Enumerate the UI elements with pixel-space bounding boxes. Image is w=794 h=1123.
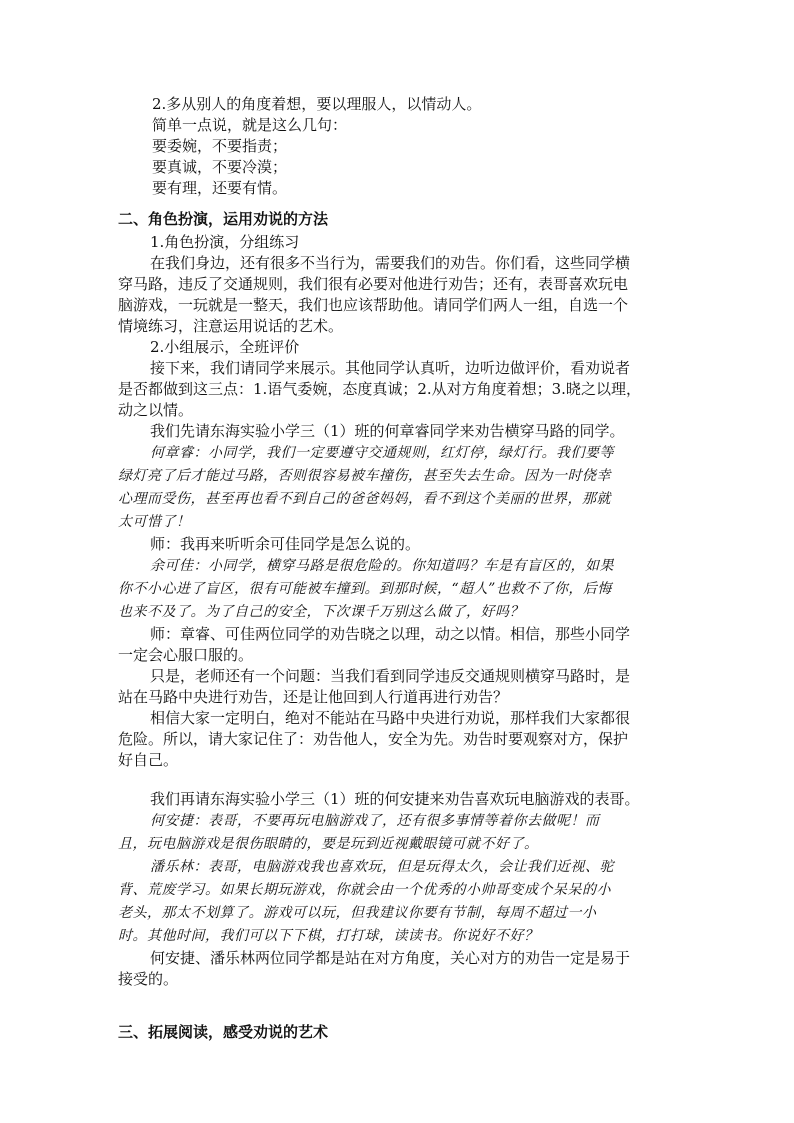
text-line: 一定会心服口服的。 [118, 646, 254, 664]
text-line: 相信大家一定明白，绝对不能站在马路中央进行劝说，那样我们大家都很 [150, 709, 631, 727]
text-line: 动之以情。 [118, 401, 194, 419]
text-line: 危险。所以，请大家记住了：劝告他人，安全为先。劝告时要观察对方，保护 [118, 730, 629, 748]
text-line: 是否都做到这三点：1.语气委婉，态度真诚；2.从对方角度着想；3.晓之以理， [118, 380, 641, 398]
text-line: 要委婉，不要指责； [152, 137, 288, 155]
text-line: 穿马路，违反了交通规则，我们很有必要对他进行劝告；还有，表哥喜欢玩电 [118, 275, 629, 293]
text-line: 接下来，我们请同学来展示。其他同学认真听，边听边做评价，看劝说者 [150, 359, 631, 377]
dialogue-block [118, 856, 678, 948]
text-line: 脑游戏，一玩就是一整天，我们也应该帮助他。请同学们两人一组，自选一个 [118, 296, 629, 314]
paragraph [118, 624, 678, 666]
step-title: 1.角色扮演，分组练习 [150, 233, 300, 251]
text-line: 何安捷、潘乐林两位同学都是站在对方角度，关心对方的劝告一定是易于 [150, 949, 631, 967]
dialogue-line: 绿灯亮了后才能过马路，否则很容易被车撞伤，甚至失去生命。因为一时侥幸 [118, 468, 611, 484]
dialogue-line: 且，玩电脑游戏是很伤眼睛的，要是玩到近视戴眼镜可就不好了。 [118, 836, 539, 852]
section-heading: 三、拓展阅读，感受劝说的艺术 [118, 1023, 329, 1041]
dialogue-line: 背、荒废学习。如果长期玩游戏，你就会由一个优秀的小帅哥变成个呆呆的小 [118, 882, 611, 898]
text-line: 我们再请东海实验小学三（1）班的何安捷来劝告喜欢玩电脑游戏的表哥。 [150, 790, 640, 808]
text-line: 好自己。 [118, 751, 179, 769]
document-page [118, 94, 678, 1045]
dialogue-block [118, 810, 678, 856]
step-title: 2.小组展示，全班评价 [150, 338, 300, 356]
paragraph [118, 666, 678, 708]
dialogue-line: 心理而受伤，甚至再也看不到自己的爸爸妈妈，看不到这个美丽的世界，那就 [118, 491, 611, 507]
dialogue-line: 老头，那太不划算了。游戏可以玩，但我建议你要有节制，每周不超过一小 [118, 905, 597, 921]
text-line: 站在马路中央进行劝告，还是让他回到人行道再进行劝告？ [118, 688, 509, 706]
dialogue-line: 你不小心进了盲区，很有可能被车撞到。到那时候，“超人”也救不了你，后悔 [118, 581, 612, 597]
blank-line [118, 990, 678, 1012]
paragraph [118, 948, 678, 990]
text-line: 师：章睿、可佳两位同学的劝告晓之以理，动之以情。相信，那些小同学 [150, 625, 631, 643]
text-line: 在我们身边，还有很多不当行为，需要我们的劝告。你们看，这些同学横 [150, 254, 631, 272]
section-heading: 二、角色扮演，运用劝说的方法 [118, 210, 329, 228]
text-line: 师：我再来听听余可佳同学是怎么说的。 [150, 535, 421, 553]
text-line: 接受的。 [118, 970, 179, 988]
dialogue-line: 时。其他时间，我们可以下下棋，打打球，读读书。你说好不好？ [118, 928, 539, 944]
dialogue-line: 也来不及了。为了自己的安全，下次课千万别这么做了，好吗？ [118, 604, 524, 620]
text-line: 要真诚，不要冷漠； [152, 158, 288, 176]
paragraph [118, 358, 678, 421]
dialogue-line: 潘乐林：表哥，电脑游戏我也喜欢玩，但是玩得太久，会让我们近视、驼 [150, 859, 614, 875]
text-line: 简单一点说，就是这么几句： [152, 116, 348, 134]
text-line: 只是，老师还有一个问题：当我们看到同学违反交通规则横穿马路时，是 [150, 667, 631, 685]
paragraph [118, 708, 678, 771]
dialogue-block [118, 442, 678, 534]
dialogue-block [118, 555, 678, 624]
paragraph [118, 253, 678, 337]
text-line: 情境练习，注意运用说话的艺术。 [118, 317, 344, 335]
text-line: 2.多从别人的角度着想，要以理服人，以情动人。 [152, 95, 482, 113]
text-line: 我们先请东海实验小学三（1）班的何章睿同学来劝告横穿马路的同学。 [150, 422, 625, 440]
dialogue-line: 太可惜了！ [118, 514, 191, 530]
text-line: 要有理，还要有情。 [152, 179, 288, 197]
dialogue-line: 余可佳：小同学，横穿马路是很危险的。你知道吗？车是有盲区的，如果 [150, 558, 614, 574]
blank-line [118, 771, 678, 789]
dialogue-line: 何安捷：表哥，不要再玩电脑游戏了，还有很多事情等着你去做呢！而 [150, 813, 600, 829]
dialogue-line: 何章睿：小同学，我们一定要遵守交通规则，红灯停，绿灯行。我们要等 [150, 445, 614, 461]
